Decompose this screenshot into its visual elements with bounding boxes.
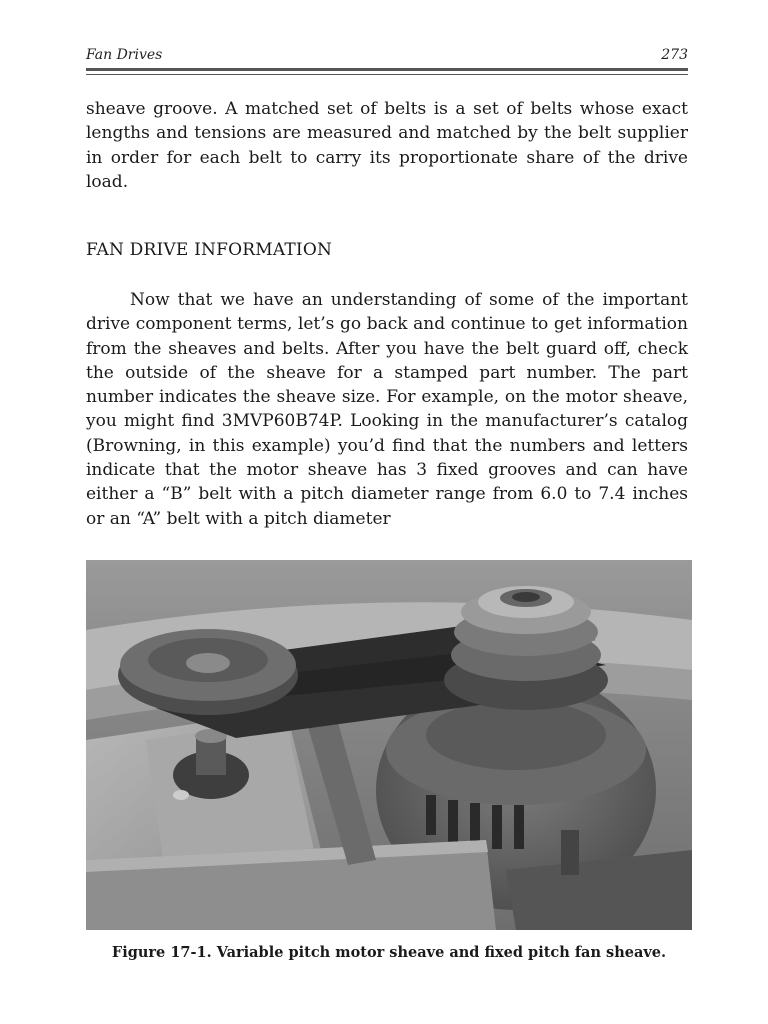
- running-head-section: Fan Drives: [86, 47, 163, 63]
- paragraph-continuation: sheave groove. A matched set of belts is a set of belts whose exact lengths and tensions are measured and matched by the belt supplier in order for each belt to carry its proportionate share of the drive load.: [86, 99, 688, 192]
- paragraph-fan-drive-info: Now that we have an understanding of some of the important drive component terms, let’s go back and continue to get information from the sheaves and belts. After you have the belt guard off, check the outside of the sheave for a stamped part number. The part number indicates the sheave size. For example, on the motor sheave, you might find 3MVP60B74P. Looking in the manufacturer’s catalog (Browning, in this example) you’d find that the numbers and letters indicate that the motor sheave has 3 fixed grooves and can have either a “B” belt with a pitch diameter range from 6.0 to 7.4 inches or an “A” belt with a pitch diameter: [86, 290, 688, 529]
- page-number: 273: [661, 47, 688, 63]
- running-head: [86, 47, 688, 63]
- section-heading: FAN DRIVE INFORMATION: [86, 240, 333, 260]
- header-rule-thick: [86, 68, 688, 71]
- sheave-photo-illustration: [86, 560, 692, 930]
- figure-photo: [86, 560, 692, 930]
- header-rule-thin: [86, 74, 688, 75]
- figure-caption: Figure 17-1. Variable pitch motor sheave and fixed pitch fan sheave.: [111, 944, 667, 961]
